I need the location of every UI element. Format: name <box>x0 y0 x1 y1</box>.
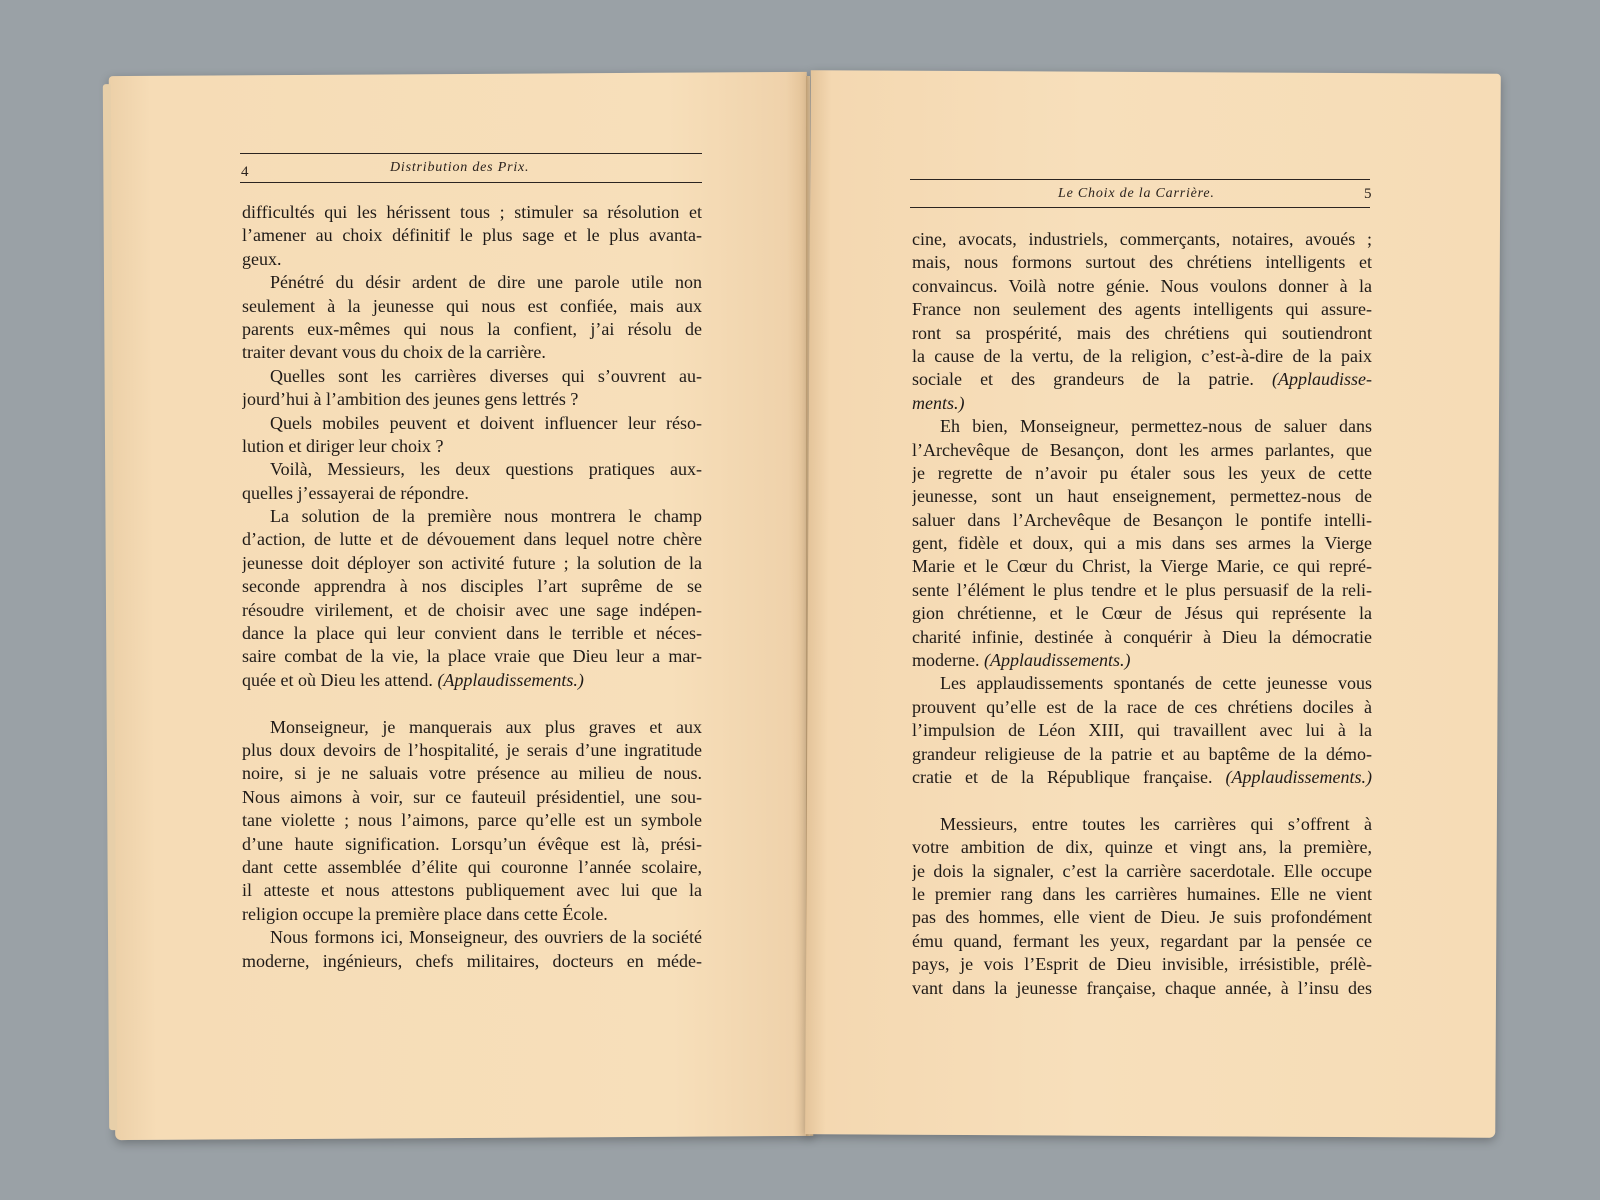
text-line <box>242 575 702 598</box>
left-running-head <box>240 153 702 183</box>
text-line <box>912 906 1372 929</box>
text-line-body: Nous aimons à voir, sur ce fauteuil présidentiel, une sou- <box>242 786 702 807</box>
text-line <box>242 528 702 551</box>
text-line-body: résoudre virilement, et de choisir avec une sage indépen- <box>242 599 702 620</box>
text-line-body: prouvent qu’elle est de la race de ces chrétiens dociles à <box>912 696 1372 717</box>
text-line-body: Marie et le Cœur du Christ, la Vierge Marie, ce qui repré- <box>912 556 1372 577</box>
text-line-body: Pénétré du désir ardent de dire une parole utile non <box>270 272 702 293</box>
text-line <box>912 298 1372 321</box>
text-line-body: gion chrétienne, et le Cœur de Jésus qui représente la <box>912 603 1372 624</box>
text-line <box>912 555 1372 578</box>
text-line-body: difficultés qui les hérissent tous ; stimuler sa résolution et <box>242 202 702 222</box>
text-line <box>912 743 1372 766</box>
text-line <box>912 322 1372 345</box>
text-line <box>912 532 1372 555</box>
text-line-body: ému quand, fermant les yeux, regardant par la pensée ce <box>912 930 1372 951</box>
text-line <box>242 388 702 411</box>
text-line-body: pas des hommes, elle vient de Dieu. Je suis profondément <box>912 907 1372 928</box>
text-line-body: France non seulement des agents intelligents qui assure- <box>912 299 1372 320</box>
text-line <box>242 318 702 341</box>
text-line-body: traiter devant vous du choix de la carrière. <box>242 342 546 363</box>
text-line-body: Les applaudissements spontanés de cette jeunesse vous <box>940 673 1372 694</box>
text-line-body: seconde apprendra à nos disciples l’art suprême de se <box>242 576 702 597</box>
applause-note: ments.) <box>912 392 965 413</box>
text-line-body: mais, nous formons surtout des chrétiens intelligents et <box>912 252 1372 273</box>
text-line-body: dance la place qui leur convient dans le terrible et néces- <box>242 623 702 644</box>
text-line-body: plus doux devoirs de l’hospitalité, je serais d’une ingratitude <box>242 739 702 760</box>
text-line <box>912 275 1372 298</box>
text-line-body: pays, je vois l’Esprit de Dieu invisible, irrésistible, prélè- <box>912 954 1372 975</box>
text-line-body: saire combat de la vie, la place vraie que Dieu leur a mar- <box>242 646 702 667</box>
text-line <box>242 295 702 318</box>
text-line-body: jeunesse doit déployer son activité future ; la solution de la <box>242 552 702 573</box>
text-line-body: la cause de la vertu, de la religion, c’est-à-dire de la paix <box>912 345 1372 366</box>
text-line-body: Quels mobiles peuvent et doivent influencer leur réso- <box>270 412 702 433</box>
text-line <box>912 579 1372 602</box>
text-line <box>912 977 1372 1000</box>
text-line-body: d’action, de lutte et de dévouement dans lequel notre chère <box>242 529 702 550</box>
right-page-number: 5 <box>1364 186 1372 202</box>
text-line <box>912 368 1372 391</box>
text-line-body: votre ambition de dix, quinze et vingt ans, la première, <box>912 837 1372 858</box>
right-running-head-rule <box>910 207 1370 208</box>
text-line-body: saluer dans l’Archevêque de Besançon le pontife intelli- <box>912 509 1372 530</box>
text-line-body: seulement à la jeunesse qui nous est confiée, mais aux <box>242 295 702 316</box>
text-line-body: noire, si je ne saluais votre présence au milieu de nous. <box>242 763 702 784</box>
text-line-body: Nous formons ici, Monseigneur, des ouvriers de la société <box>270 927 702 948</box>
text-line <box>912 649 1372 672</box>
text-line <box>912 672 1372 695</box>
text-line <box>242 903 702 926</box>
text-line-body: lution et diriger leur choix ? <box>242 435 444 456</box>
text-line-body: sente l’élément le plus tendre et le plus persuasif de la reli- <box>912 579 1372 600</box>
right-running-head <box>910 179 1370 209</box>
applause-note: (Applaudissements.) <box>437 669 584 690</box>
text-line <box>242 786 702 809</box>
text-line <box>242 458 702 481</box>
text-line <box>242 435 702 458</box>
text-line <box>912 719 1372 742</box>
text-line <box>912 930 1372 953</box>
text-line-body: jeunesse, sont un haut enseignement, permettez-nous de <box>912 486 1372 507</box>
text-line-body: il atteste et nous attestons publiquement avec lui que la <box>242 880 702 901</box>
text-line-body: l’amener au choix définitif le plus sage et le plus avanta- <box>242 225 702 246</box>
text-line <box>242 599 702 622</box>
text-line <box>912 883 1372 906</box>
text-line-body: sociale et des grandeurs de la patrie. <box>912 369 1254 390</box>
text-line-body: quelles j’essayerai de répondre. <box>242 482 469 503</box>
left-page-number: 4 <box>241 164 249 180</box>
text-line-body: quée et où Dieu les attend. <box>242 669 433 690</box>
text-line <box>242 271 702 294</box>
text-line-body: je regrette de n’avoir pu étaler sous les yeux de cette <box>912 462 1372 483</box>
text-line <box>242 739 702 762</box>
text-line <box>912 251 1372 274</box>
text-line-body: La solution de la première nous montrera le champ <box>270 506 702 527</box>
text-line <box>912 626 1372 649</box>
text-line-body: je dois la signaler, c’est la carrière sacerdotale. Elle occupe <box>912 860 1372 881</box>
text-line <box>242 505 702 528</box>
text-line <box>912 485 1372 508</box>
text-line <box>242 762 702 785</box>
text-line <box>242 341 702 364</box>
text-line <box>242 622 702 645</box>
text-line <box>912 602 1372 625</box>
text-line <box>242 926 702 949</box>
right-running-head-title: Le Choix de la Carrière. <box>1058 186 1215 201</box>
text-line-body: l’impulsion de Léon XIII, qui travaillent avec lui à la <box>912 720 1372 741</box>
text-line <box>912 696 1372 719</box>
text-line-body: Eh bien, Monseigneur, permettez-nous de saluer dans <box>940 416 1372 437</box>
text-line <box>912 813 1372 836</box>
text-line <box>912 953 1372 976</box>
applause-note: (Applaudisse- <box>1272 369 1372 390</box>
text-line <box>242 879 702 902</box>
text-line <box>912 860 1372 883</box>
text-line <box>242 950 702 973</box>
text-line-body: ront sa prospérité, mais des chrétiens qui soutiendront <box>912 322 1372 343</box>
text-line <box>242 716 702 739</box>
text-line-body: d’une haute signification. Lorsqu’un évêque est là, prési- <box>242 833 702 854</box>
text-line <box>242 365 702 388</box>
text-line <box>242 552 702 575</box>
text-line <box>242 669 702 692</box>
text-line <box>912 462 1372 485</box>
text-line-body: religion occupe la première place dans cette École. <box>242 903 608 924</box>
text-line <box>912 439 1372 462</box>
text-line-body: dant cette assemblée d’élite qui couronne l’année scolaire, <box>242 856 702 877</box>
text-line-body: Messieurs, entre toutes les carrières qui s’offrent à <box>940 813 1372 834</box>
text-line-body: l’Archevêque de Besançon, dont les armes parlantes, que <box>912 439 1372 460</box>
text-line <box>912 392 1372 415</box>
left-page-text <box>242 201 702 973</box>
text-line-body: moderne. <box>912 650 980 671</box>
applause-note: (Applaudissements.) <box>983 650 1131 671</box>
text-line <box>242 833 702 856</box>
text-line <box>242 645 702 668</box>
text-line <box>242 856 702 879</box>
paragraph-gap <box>912 789 1372 812</box>
text-line-body: gent, fidèle et doux, qui a mis dans ses armes la Vierge <box>912 533 1372 554</box>
text-line <box>912 836 1372 859</box>
text-line-body: le premier rang dans les carrières humaines. Elle ne vient <box>912 883 1372 904</box>
text-line <box>912 766 1372 789</box>
text-line-body: moderne, ingénieurs, chefs militaires, docteurs en méde- <box>242 950 702 971</box>
applause-note: (Applaudissements.) <box>1225 766 1372 787</box>
text-line-body: tane violette ; nous l’aimons, parce qu’elle est un symbole <box>242 810 702 831</box>
text-line-body: Monseigneur, je manquerais aux plus graves et aux <box>270 716 702 737</box>
text-line-body: Quelles sont les carrières diverses qui s’ouvrent au- <box>270 365 702 386</box>
text-line <box>912 345 1372 368</box>
text-line-body: vant dans la jeunesse française, chaque année, à l’insu des <box>912 977 1372 998</box>
text-line-body: cine, avocats, industriels, commerçants, notaires, avoués ; <box>912 229 1372 249</box>
left-running-head-title: Distribution des Prix. <box>390 160 530 175</box>
text-line <box>242 482 702 505</box>
text-line <box>242 224 702 247</box>
text-line <box>912 509 1372 532</box>
text-line-body: charité infinie, destinée à conquérir à Dieu la démocratie <box>912 626 1372 647</box>
paragraph-gap <box>242 692 702 715</box>
text-line <box>242 248 702 271</box>
text-line-body: Voilà, Messieurs, les deux questions pratiques aux- <box>270 459 702 480</box>
text-line <box>242 412 702 435</box>
right-page-text <box>912 228 1372 1000</box>
text-line-body: convaincus. Voilà notre génie. Nous voulons donner à la <box>912 275 1372 296</box>
text-line-body: cratie et de la République française. <box>912 766 1213 787</box>
text-line-body: jourd’hui à l’ambition des jeunes gens lettrés ? <box>242 389 579 410</box>
text-line <box>912 228 1372 251</box>
text-line <box>912 415 1372 438</box>
text-line-body: parents eux-mêmes qui nous la confient, j’ai résolu de <box>242 318 702 339</box>
text-line <box>242 809 702 832</box>
text-line-body: grandeur religieuse de la patrie et au baptême de la démo- <box>912 743 1372 764</box>
text-line <box>242 201 702 224</box>
text-line-body: geux. <box>242 248 282 269</box>
